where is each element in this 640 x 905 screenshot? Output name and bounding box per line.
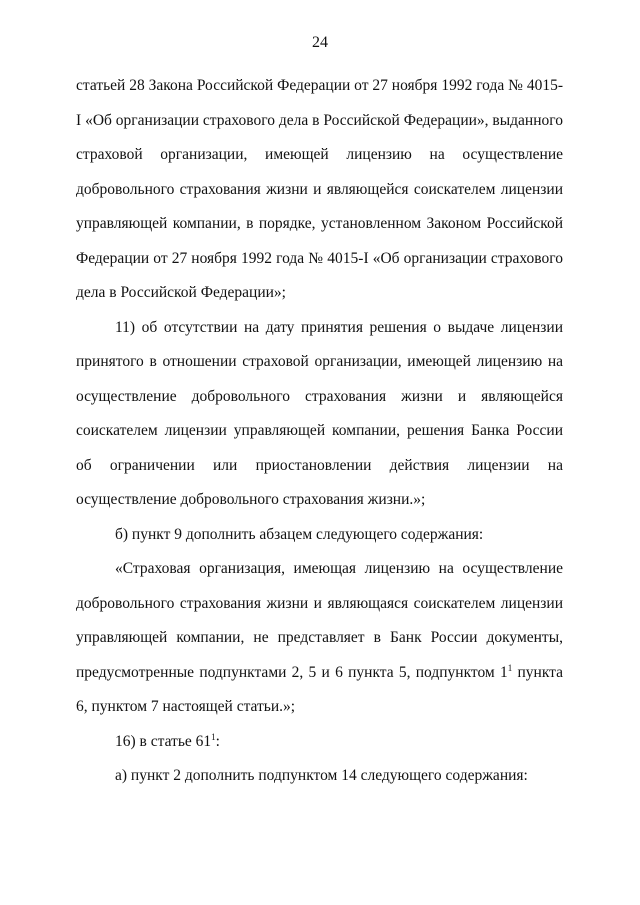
document-body <box>76 69 563 794</box>
item-16-text: 16) в статье 61 <box>115 732 212 750</box>
paragraph-point-a: а) пункт 2 дополнить подпунктом 14 следующего содержания: <box>115 767 528 784</box>
superscript-index: 1 <box>507 662 513 673</box>
paragraph-quoted-text <box>76 552 563 725</box>
paragraph-point-b: б) пункт 9 дополнить абзацем следующего содержания: <box>115 525 484 543</box>
paragraph-continuation: статьей 28 Закона Российской Федерации от 27 ноября 1992 года № 4015-I «Об организации страхового дела в Российской Федерации», выданного страховой организации, имеющей лицензию на осуществление добровольного страхования жизни и являющейся соискателем лицензии управляющей компании, в порядке, установленном Законом Российской Федерации от 27 ноября 1992 года № 4015-I «Об организации страхового дела в Российской Федерации»; <box>76 77 563 301</box>
superscript-index: 1 <box>211 731 216 742</box>
paragraph-item-16 <box>76 725 563 760</box>
page-number: 24 <box>312 34 328 51</box>
quoted-text-part-2: пункта 6, пунктом 7 настоящей статьи.»; <box>76 663 563 715</box>
paragraph-item-11: 11) об отсутствии на дату принятия решения о выдаче лицензии принятого в отношении страховой организации, имеющей лицензию на осуществление добровольного страхования жизни и являющейся соискателем лицензии управляющей компании, решения Банка России об ограничении или приостановлении действия лицензии на осуществление добровольного страхования жизни.»; <box>76 318 563 508</box>
item-16-colon: : <box>215 732 220 750</box>
quoted-text-part-1: «Страховая организация, имеющая лицензию на осуществление добровольного страхования жизни и являющаяся соискателем лицензии управляющей компании, не представляет в Банк России документы, предусмотренные подпунктами 2, 5 и 6 пункта 5, подпунктом 1 <box>76 560 563 681</box>
